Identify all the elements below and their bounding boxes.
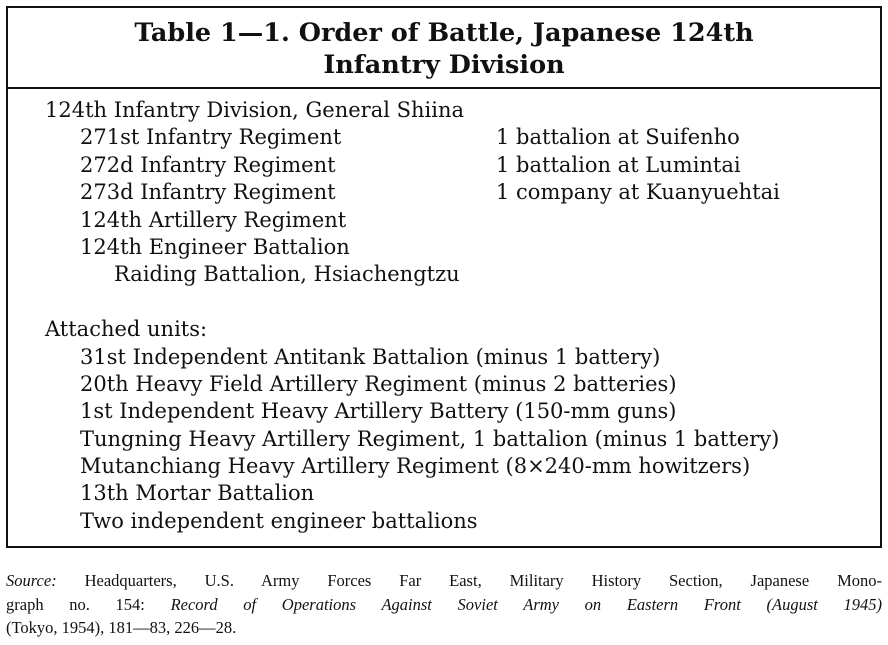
unit-name: 271st Infantry Regiment	[80, 125, 342, 150]
sub-unit-name: Raiding Battalion, Hsiachengtzu	[114, 262, 460, 287]
attached-unit: 31st Independent Antitank Battalion (minus 1 battery)	[80, 344, 661, 369]
attached-row	[8, 480, 880, 507]
division-name: 124th Infantry Division, General Shiina	[45, 98, 465, 122]
unit-name: 273d Infantry Regiment	[80, 180, 336, 205]
unit-note: 1 battalion at Suifenho	[496, 125, 740, 150]
attached-unit: Tungning Heavy Artillery Regiment, 1 battalion (minus 1 battery)	[80, 426, 780, 451]
attached-unit: 1st Independent Heavy Artillery Battery (150-mm guns)	[80, 399, 677, 424]
attached-unit: 20th Heavy Field Artillery Regiment (minus 2 batteries)	[80, 371, 677, 396]
attached-row	[8, 344, 880, 371]
attached-row	[8, 453, 880, 480]
attached-row	[8, 398, 880, 425]
attached-unit: 13th Mortar Battalion	[80, 481, 315, 506]
attached-heading-row	[8, 316, 880, 343]
unit-note: 1 company at Kuanyuehtai	[496, 180, 780, 205]
unit-name: 124th Artillery Regiment	[80, 207, 347, 232]
attached-unit: Two independent engineer battalions	[80, 508, 478, 533]
source-note	[6, 569, 882, 640]
source-line-1	[6, 569, 882, 593]
source-line-3: (Tokyo, 1954), 181—83, 226—28.	[6, 618, 237, 637]
sub-unit-row	[8, 261, 880, 288]
unit-row	[8, 207, 880, 234]
attached-row	[8, 508, 880, 535]
order-of-battle-table	[6, 6, 882, 548]
table-title-line-2: Infantry Division	[323, 50, 565, 80]
unit-row	[8, 179, 880, 206]
attached-row	[8, 426, 880, 453]
unit-row	[8, 124, 880, 151]
table-title-line-1: Table 1—1. Order of Battle, Japanese 124th	[134, 18, 754, 48]
attached-row	[8, 371, 880, 398]
unit-name: 124th Engineer Battalion	[80, 234, 350, 259]
source-label: Source:	[6, 571, 57, 590]
table-title	[8, 8, 880, 89]
section-gap	[8, 289, 880, 316]
source-line-2	[6, 593, 882, 617]
unit-name: 272d Infantry Regiment	[80, 152, 336, 177]
unit-row	[8, 152, 880, 179]
source-text-2: graph no. 154:	[6, 594, 171, 614]
table-body	[8, 97, 880, 535]
attached-unit: Mutanchiang Heavy Artillery Regiment (8×240-mm howitzers)	[80, 454, 751, 479]
unit-note: 1 battalion at Lumintai	[496, 152, 741, 177]
attached-heading: Attached units:	[45, 317, 208, 342]
source-title: Record of Operations Against Soviet Army on Eastern Front (August 1945)	[170, 594, 883, 614]
unit-row	[8, 234, 880, 261]
source-text-1: Headquarters, U.S. Army Forces Far East, Military History Section, Japanese Mono-	[56, 571, 882, 590]
division-row	[8, 97, 880, 124]
